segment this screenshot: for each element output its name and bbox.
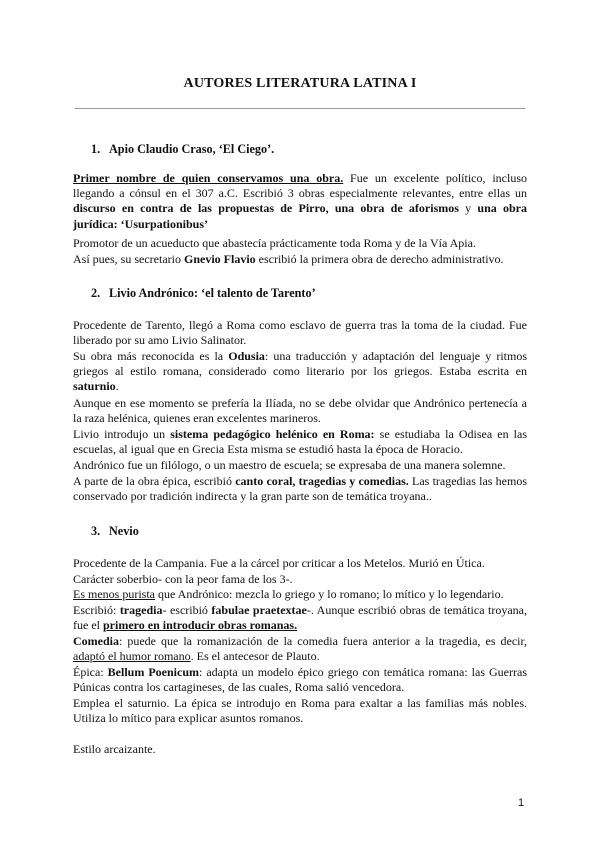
bold-text: sistema pedagógico helénico en Roma: (170, 427, 375, 441)
section-title: Apio Claudio Craso, ‘El Ciego’. (109, 142, 275, 156)
paragraph (73, 252, 527, 267)
text: Así pues, su secretario (73, 252, 184, 266)
underlined-text: Es menos purista (73, 587, 155, 601)
text: se estudiaba la Odisea en las escuelas, al igual que en Grecia Esta misma se estudió hasta la época de Horacio. (73, 427, 528, 457)
bold-text: una obra jurídica: ‘Usurpationibus’ (73, 201, 528, 231)
text: -. Aunque escribió obras de temática troyana, fue el (73, 603, 527, 633)
title-divider (75, 108, 525, 109)
paragraph (73, 587, 527, 602)
bold-text: saturnio (73, 379, 116, 394)
page-title: AUTORES LITERATURA LATINA I (183, 76, 417, 91)
section-number: 2. (91, 286, 101, 300)
text: : una traducción y adaptación del lenguaje y ritmos griegos al estilo romana, considerado como literario por los griegos. Estaba escrita en (73, 349, 527, 379)
paragraph: Andrónico fue un filólogo, o un maestro de escuela; se expresaba de una manera solemne. (73, 458, 506, 472)
text: Su obra más reconocida es la (73, 349, 229, 363)
section-heading-3 (91, 524, 139, 539)
text: Las tragedias las hemos conservado por tradición indirecta y la gran parte son de temática troyana.. (73, 474, 528, 504)
paragraph (73, 474, 527, 504)
text: A parte de la obra épica, escribió (73, 474, 236, 488)
paragraph: Estilo arcaizante. (73, 742, 156, 756)
bold-text: Bellum Poenicum (107, 665, 200, 679)
paragraph: Aunque en ese momento se prefería la Ilíada, no se debe olvidar que Andrónico pertenecía a la raza helénica, quienes eran excelentes marineros. (73, 396, 527, 426)
section-number: 1. (91, 142, 101, 156)
page-number: 1 (518, 797, 525, 809)
bold-text: tragedia (119, 603, 163, 617)
paragraph (73, 634, 527, 664)
bold-text: fabulae praetextae (211, 603, 307, 617)
paragraph (73, 171, 527, 232)
text: . Es el antecesor de Plauto. (190, 649, 320, 664)
bold-text: Gnevio Flavio (183, 252, 256, 266)
paragraph (73, 427, 527, 457)
section-number: 3. (91, 524, 101, 538)
bold-text: Comedia (73, 634, 119, 648)
text: y (458, 201, 478, 216)
text: . (115, 379, 119, 394)
text: Épica: (73, 665, 108, 679)
section-heading-1 (91, 142, 274, 157)
underlined-bold-text: primero en introducir obras romanas. (102, 618, 298, 633)
underlined-text: adaptó el humor romano (73, 649, 191, 664)
paragraph: Carácter soberbio- con la peor fama de los 3-. (73, 572, 293, 586)
paragraph: Promotor de un acueducto que abastecía prácticamente toda Roma y de la Vía Apia. (73, 236, 476, 250)
bold-text: discurso en contra de las propuestas de Pirro, una obra de aforismos (73, 201, 459, 216)
paragraph (73, 349, 527, 395)
text: Escribió: (73, 603, 120, 617)
text: escribió la primera obra de derecho administrativo. (255, 252, 504, 266)
paragraph: Emplea el saturnio. La épica se introdujo en Roma para exaltar a las familias más nobles. Utiliza lo mítico para explicar asuntos romanos. (73, 696, 527, 726)
section-title: Nevio (109, 524, 139, 538)
paragraph (73, 603, 527, 633)
section-title: Livio Andrónico: ‘el talento de Tarento’ (109, 286, 316, 300)
paragraph (73, 665, 527, 695)
text: : puede que la romanización de la comedia fuera anterior a la tragedia, es decir, (119, 634, 527, 648)
text: : adapta un modelo épico griego con temática romana: las Guerras Púnicas contra los cartagineses, de las cuales, Roma salió vencedora. (73, 665, 527, 695)
paragraph: Procedente de la Campania. Fue a la cárcel por criticar a los Metelos. Murió en Útica. (73, 556, 485, 570)
text: Fue un excelente político, incluso llegando a cónsul en el 307 a.C. Escribió 3 obras especialmente relevantes, entre ellas un (73, 171, 528, 201)
text: que Andrónico: mezcla lo griego y lo romano; lo mítico y lo legendario. (155, 587, 504, 601)
text: - escribió (162, 603, 212, 617)
text: Livio introdujo un (73, 427, 171, 441)
section-heading-2 (91, 286, 316, 301)
bold-text: canto coral, tragedias y comedias. (235, 474, 409, 488)
paragraph: Procedente de Tarento, llegó a Roma como esclavo de guerra tras la toma de la ciudad. Fue liberado por su amo Livio Salinator. (73, 318, 527, 348)
underlined-bold-text: Primer nombre de quien conservamos una obra. (73, 171, 344, 185)
bold-text: Odusia (228, 349, 265, 363)
